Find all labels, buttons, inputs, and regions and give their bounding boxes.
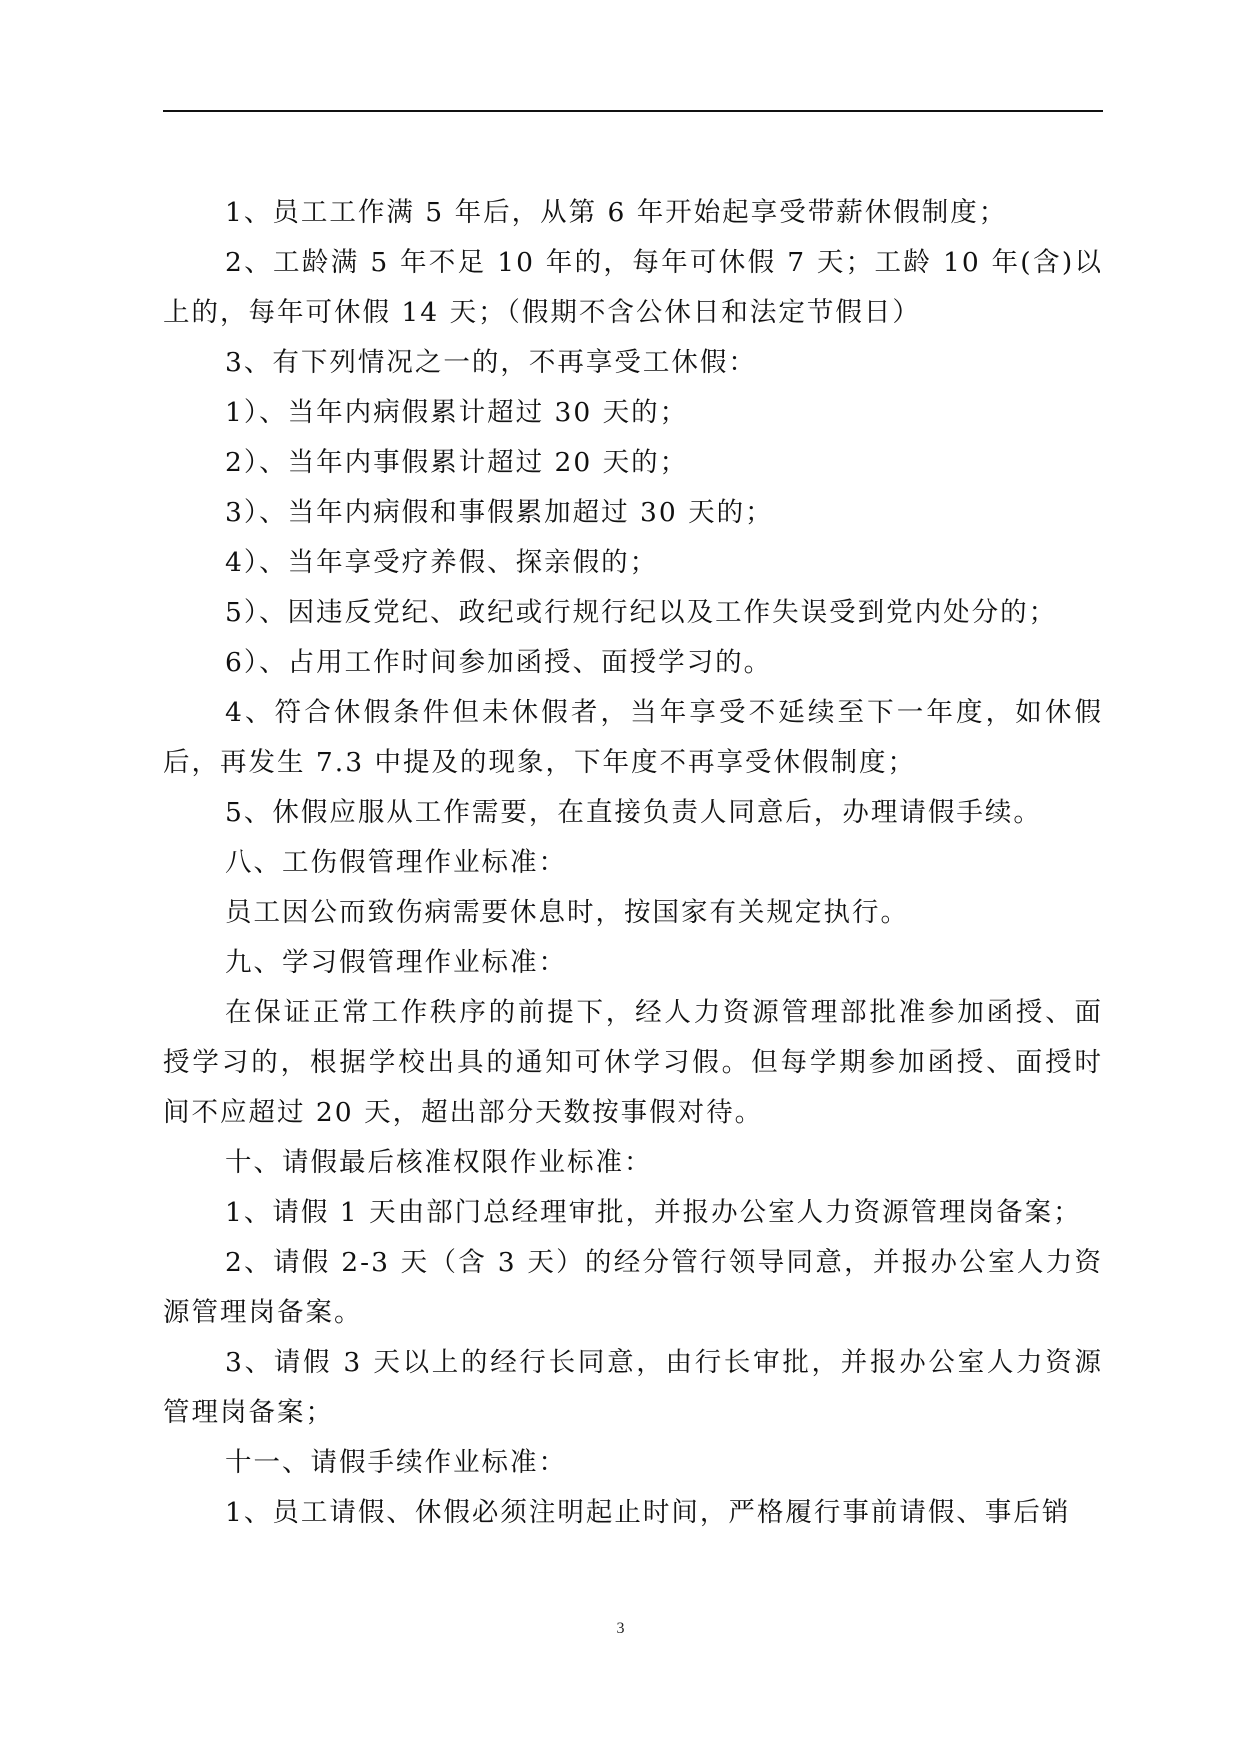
page-number: 3 <box>616 1620 625 1637</box>
paragraph-2: 2、工龄满 5 年不足 10 年的，每年可休假 7 天；工龄 10 年(含)以上的，每年可休假 14 天；（假期不含公休日和法定节假日） <box>163 247 1103 328</box>
paragraph-3: 3、有下列情况之一的，不再享受工休假： <box>225 347 757 378</box>
section-heading-9: 九、学习假管理作业标准： <box>225 947 567 978</box>
paragraph-7: 4）、当年享受疗养假、探亲假的； <box>225 547 659 578</box>
paragraph-18: 2、请假 2-3 天（含 3 天）的经分管行领导同意，并报办公室人力资源管理岗备案。 <box>163 1247 1103 1328</box>
paragraph-11: 5、休假应服从工作需要，在直接负责人同意后，办理请假手续。 <box>225 797 1042 828</box>
paragraph-21: 1、员工请假、休假必须注明起止时间，严格履行事前请假、事后销 <box>225 1497 1071 1528</box>
paragraph-6: 3）、当年内病假和事假累加超过 30 天的； <box>225 497 774 528</box>
section-heading-11: 十一、请假手续作业标准： <box>225 1447 567 1478</box>
paragraph-13: 员工因公而致伤病需要休息时，按国家有关规定执行。 <box>225 897 909 928</box>
paragraph-9: 6）、占用工作时间参加函授、面授学习的。 <box>225 647 773 678</box>
header-rule <box>163 110 1103 112</box>
paragraph-19: 3、请假 3 天以上的经行长同意，由行长审批，并报办公室人力资源管理岗备案； <box>163 1347 1103 1428</box>
section-heading-10: 十、请假最后核准权限作业标准： <box>225 1147 653 1178</box>
paragraph-17: 1、请假 1 天由部门总经理审批，并报办公室人力资源管理岗备案； <box>225 1197 1082 1228</box>
paragraph-8: 5）、因违反党纪、政纪或行规行纪以及工作失误受到党内处分的； <box>225 597 1058 628</box>
paragraph-4: 1）、当年内病假累计超过 30 天的； <box>225 397 689 428</box>
paragraph-15: 在保证正常工作秩序的前提下，经人力资源管理部批准参加函授、面授学习的，根据学校出具的通知可休学习假。但每学期参加函授、面授时间不应超过 20 天，超出部分天数按事假对待。 <box>163 997 1103 1128</box>
section-heading-8: 八、工伤假管理作业标准： <box>225 847 567 878</box>
paragraph-10: 4、符合休假条件但未休假者，当年享受不延续至下一年度，如休假后，再发生 7.3 中提及的现象，下年度不再享受休假制度； <box>163 697 1103 778</box>
paragraph-1: 1、员工工作满 5 年后，从第 6 年开始起享受带薪休假制度； <box>225 197 1008 228</box>
document-body <box>163 188 1103 1538</box>
paragraph-5: 2）、当年内事假累计超过 20 天的； <box>225 447 689 478</box>
